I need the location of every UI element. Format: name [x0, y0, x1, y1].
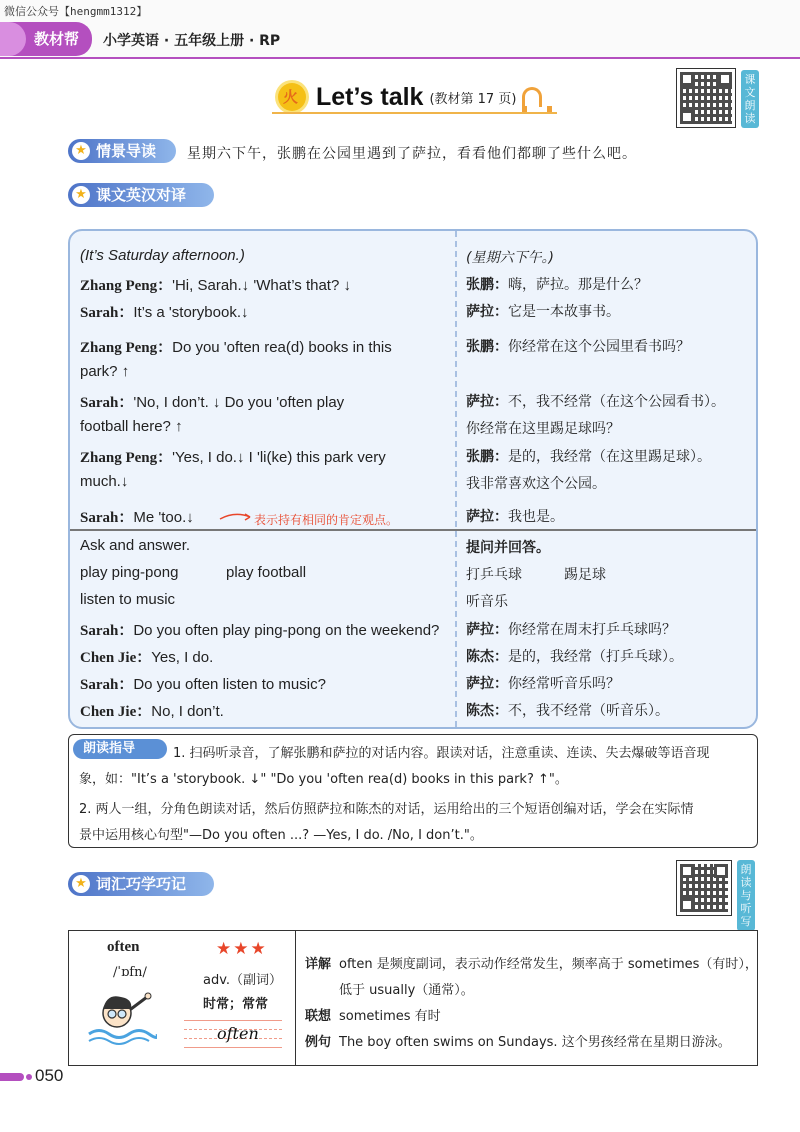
speaker: 张鹏：	[466, 277, 508, 293]
speaker: 萨拉：	[466, 304, 508, 320]
sun-icon	[278, 83, 306, 111]
footer-bar	[0, 1073, 24, 1081]
dialog-text: 是的，我经常（在这里踢足球）。	[508, 449, 711, 465]
dialog-zh-line	[466, 274, 648, 294]
dialog-note: 表示持有相同的肯定观点。	[254, 513, 399, 527]
dialog-text: park? ↑	[80, 363, 130, 380]
dialog-text: 'No, I don’t. ↓ Do you 'often play	[133, 394, 345, 411]
ask-answer-line	[80, 673, 326, 694]
title-underline	[272, 112, 557, 114]
phrase-zh: 听音乐	[466, 594, 508, 610]
dialog-text: 是的，我经常（打乒乓球）。	[508, 649, 683, 665]
dialog-zh-line	[466, 247, 554, 267]
scene-text: 星期六下午，张鹏在公园里遇到了萨拉，看看他们都聊了些什么吧。	[187, 146, 637, 162]
vocab-phonetic: /ˈɒfn/	[113, 965, 147, 980]
section-label: 情景导读	[96, 142, 157, 160]
dialog-text: 嗨，萨拉。那是什么？	[508, 277, 648, 293]
dialog-en-line	[80, 506, 194, 527]
speaker: 陈杰：	[466, 703, 508, 719]
association-label: 联想	[305, 1009, 332, 1024]
star-icon: ★	[72, 142, 90, 160]
ask-answer-line	[80, 619, 439, 640]
ask-answer-line-zh	[466, 673, 620, 693]
part-of-speech: adv.（副词）	[203, 973, 283, 988]
association-text: sometimes 有时	[339, 1009, 441, 1024]
vocab-box	[68, 930, 758, 1066]
vocab-card	[69, 931, 296, 1065]
dialog-text: 它是一本故事书。	[508, 304, 620, 320]
qr-finder	[718, 72, 732, 86]
dialog-en-line	[80, 391, 344, 412]
ask-answer-line-zh	[466, 700, 669, 720]
dialog-en-line	[80, 473, 128, 490]
dialog-en-line	[80, 247, 245, 264]
headphone-icon	[522, 87, 542, 107]
dialog-zh-line	[466, 391, 725, 411]
guide-line: 象，如："It’s a 'storybook. ↓" "Do you 'often rea(d) books in this park? ↑"。	[79, 772, 568, 787]
lesson-page-ref: (教材第 17 页)	[429, 91, 517, 107]
reading-guide-box	[68, 734, 758, 848]
guide-line: 景中运用核心句型"—Do you often ...? —Yes, I do. /No, I don’t."。	[79, 828, 483, 843]
phrase: play ping-pong	[80, 564, 179, 581]
example-label: 例句	[305, 1035, 332, 1050]
dialog-zh-line	[466, 336, 690, 356]
dialog-zh-line	[466, 446, 711, 466]
detail-text: 低于 usually（通常）。	[339, 983, 474, 998]
speaker: Chen Jie：	[80, 704, 152, 720]
dialog-text: Me 'too.↓	[133, 509, 194, 526]
dialog-en-line	[80, 274, 351, 295]
dialog-text: It’s a 'storybook.↓	[133, 304, 249, 321]
phrase: play football	[226, 564, 307, 581]
dialog-text: No, I don’t.	[151, 703, 224, 720]
dialog-text: Do you 'often rea(d) books in this	[172, 339, 392, 356]
dialog-text: 不，我不经常（在这个公园看书）。	[508, 394, 725, 410]
speaker: 陈杰：	[466, 649, 508, 665]
reading-guide-tag: 朗读指导	[73, 739, 167, 759]
qr-pattern	[680, 864, 728, 912]
qr-finder	[680, 110, 694, 124]
example-text: The boy often swims on Sundays. 这个男孩经常在星期日游泳。	[339, 1035, 731, 1050]
dialog-text: much.↓	[80, 473, 129, 490]
dialog-text: football here? ↑	[80, 418, 183, 435]
course-title: 小学英语 · 五年级上册 · RP	[103, 33, 281, 49]
ask-answer-line	[80, 646, 213, 667]
dialog-text: (星期六下午。)	[466, 250, 554, 266]
handwritten-word: often	[217, 1024, 259, 1043]
dialog-en-line	[80, 363, 129, 380]
ask-answer-title: Ask and answer.	[80, 537, 191, 554]
ask-answer-line-zh	[466, 646, 683, 666]
dialog-en-line	[80, 336, 392, 357]
speaker: Sarah：	[80, 623, 134, 639]
speaker: Sarah：	[80, 677, 134, 693]
speaker: Sarah：	[80, 305, 134, 321]
qr-finder	[680, 864, 694, 878]
speaker: Chen Jie：	[80, 650, 152, 666]
page-number: 050	[35, 1066, 64, 1085]
dialog-text: 'Yes, I do.↓ I 'li(ke) this park very	[172, 449, 386, 466]
lesson-title	[278, 80, 542, 114]
brand-tab: 教材帮	[0, 22, 92, 56]
dialog-zh-line	[466, 506, 564, 526]
section-scene-intro	[68, 139, 176, 163]
ask-answer-line	[80, 700, 224, 721]
qr-code-icon[interactable]	[676, 68, 736, 128]
dialog-text: 你经常在这个公园里看书吗？	[508, 339, 690, 355]
section-label: 课文英汉对译	[96, 186, 187, 204]
qr-finder	[714, 864, 728, 878]
section-vocab	[68, 872, 214, 896]
detail-label: 详解	[305, 957, 332, 972]
speaker: Sarah：	[80, 510, 134, 526]
note-arrow	[218, 511, 252, 523]
qr-finder	[680, 72, 694, 86]
lesson-title-text: Let’s talk	[316, 82, 424, 111]
dialog-text: Do you often play ping-pong on the weekend?	[133, 622, 440, 639]
speaker: Zhang Peng：	[80, 450, 173, 466]
dialog-en-line	[80, 301, 248, 322]
dialog-text: 你经常在这里踢足球吗？	[466, 421, 620, 437]
dialog-text: Do you often listen to music?	[133, 676, 326, 693]
qr-tag-dictation: 朗读与听写	[737, 860, 755, 931]
qr-finder	[680, 898, 694, 912]
column-divider	[455, 231, 457, 727]
qr-code-icon[interactable]	[676, 860, 732, 916]
dialog-text: 你经常在周末打乒乓球吗？	[508, 622, 676, 638]
dialog-text: 我也是。	[508, 509, 564, 525]
dialog-text: 'Hi, Sarah.↓ 'What’s that? ↓	[172, 277, 351, 294]
speaker: 萨拉：	[466, 622, 508, 638]
detail-text: often 是频度副词，表示动作经常发生，频率高于 sometimes（有时），	[339, 957, 758, 972]
vocab-word: often	[107, 939, 140, 955]
guide-line: 1. 扫码听录音，了解张鹏和萨拉的对话内容。跟读对话，注意重读、连读、失去爆破等语音现	[173, 746, 710, 761]
speaker: 萨拉：	[466, 676, 508, 692]
speaker: 张鹏：	[466, 449, 508, 465]
watermark: 微信公众号【hengmm1312】	[4, 5, 148, 18]
star-icon: ★	[72, 875, 90, 893]
word-meaning: 时常；常常	[203, 997, 269, 1012]
qr-pattern	[680, 72, 732, 124]
section-label: 词汇巧学巧记	[96, 875, 187, 893]
dialog-en-line	[80, 446, 386, 467]
ask-answer-line-zh	[466, 619, 676, 639]
star-icon: ★	[72, 186, 90, 204]
dialog-text: Yes, I do.	[151, 649, 214, 666]
dialog-zh-line	[466, 301, 620, 321]
swimmer-illustration	[87, 979, 157, 1049]
speaker: Zhang Peng：	[80, 278, 173, 294]
guide-line: 2. 两人一组，分角色朗读对话，然后仿照萨拉和陈杰的对话，运用给出的三个短语创编对话，学会在实际情	[79, 802, 694, 817]
dialog-text: 我非常喜欢这个公园。	[466, 476, 606, 492]
section-translation	[68, 183, 214, 207]
dialog-en-line	[80, 418, 183, 435]
dialog-text: 你经常听音乐吗？	[508, 676, 620, 692]
speaker: Sarah：	[80, 395, 134, 411]
speaker: 张鹏：	[466, 339, 508, 355]
phrase: listen to music	[80, 591, 176, 608]
phrase-zh: 踢足球	[564, 567, 606, 583]
dialog-zh-line	[466, 473, 606, 493]
dialog-text: 不，我不经常（听音乐）。	[508, 703, 669, 719]
speaker: 萨拉：	[466, 509, 508, 525]
ask-answer-title-zh: 提问并回答。	[466, 540, 550, 556]
speaker: 萨拉：	[466, 394, 508, 410]
speaker: Zhang Peng：	[80, 340, 173, 356]
dialog-zh-line	[466, 418, 620, 438]
qr-tag-reading: 课文朗读	[741, 70, 759, 128]
importance-stars: ★★★	[216, 939, 268, 959]
row-divider	[70, 529, 756, 531]
header-rule	[0, 57, 800, 59]
dialog-box	[68, 229, 758, 729]
dialog-text: (It’s Saturday afternoon.)	[80, 247, 245, 264]
footer-dot	[26, 1074, 32, 1080]
phrase-zh: 打乒乓球	[466, 567, 522, 583]
